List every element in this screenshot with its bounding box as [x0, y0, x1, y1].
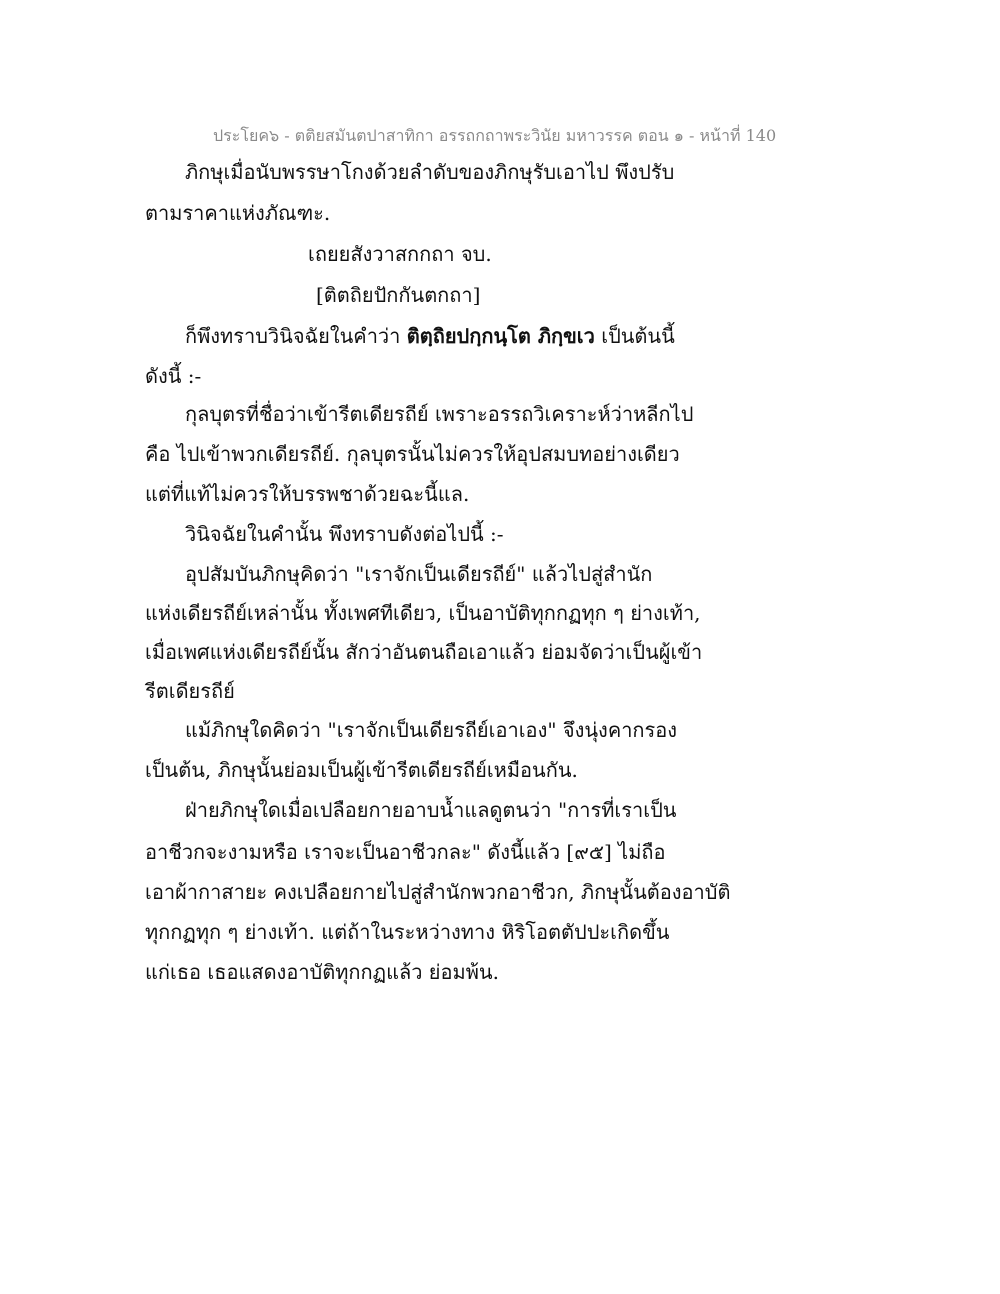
text-line: อาชีวกจะงามหรือ เราจะเป็นอาชีวกละ" ดังนี้แล้ว [๙๕] ไม่ถือ	[145, 840, 666, 864]
text-line: แต่ที่แท้ไม่ควรให้บรรพชาด้วยฉะนี้แล.	[145, 482, 470, 506]
text-line: ดังนี้ :-	[145, 364, 202, 388]
text-line: คือ ไปเข้าพวกเดียรถีย์. กุลบุตรนั้นไม่ควรให้อุปสมบทอย่างเดียว	[145, 442, 680, 466]
text-line: แม้ภิกษุใดคิดว่า "เราจักเป็นเดียรถีย์เอาเอง" จึงนุ่งคากรอง	[185, 718, 678, 742]
text-line: รีตเดียรถีย์	[145, 679, 235, 703]
pali-term: ติตฺถิยปกฺกนฺโต ภิกฺขเว	[406, 324, 595, 348]
text-line: ภิกษุเมื่อนับพรรษาโกงด้วยลำดับของภิกษุรับเอาไป พึงปรับ	[185, 160, 675, 184]
text-line: เอาผ้ากาสายะ คงเปลือยกายไปสู่สำนักพวกอาชีวก, ภิกษุนั้นต้องอาบัติ	[145, 880, 731, 904]
running-header: ประโยค๖ - ตติยสมันตปาสาทิกา อรรถกถาพระวินัย มหาวรรค ตอน ๑ - หน้าที่ 140	[213, 126, 777, 145]
text-line: วินิจฉัยในคำนั้น พึงทราบดังต่อไปนี้ :-	[185, 522, 504, 546]
section-end-title: เถยยสังวาสกกถา จบ.	[308, 242, 492, 266]
text-line: ตามราคาแห่งภัณฑะ.	[145, 201, 331, 225]
text-line	[185, 322, 675, 350]
text-fragment: ก็พึงทราบวินิจฉัยในคำว่า	[185, 324, 407, 348]
text-line: อุปสัมบันภิกษุคิดว่า "เราจักเป็นเดียรถีย์" แล้วไปสู่สำนัก	[185, 562, 653, 586]
text-line: แห่งเดียรถีย์เหล่านั้น ทั้งเพศทีเดียว, เป็นอาบัติทุกกฏทุก ๆ ย่างเท้า,	[145, 601, 701, 625]
text-line: เมื่อเพศแห่งเดียรถีย์นั้น สักว่าอันตนถือเอาแล้ว ย่อมจัดว่าเป็นผู้เข้า	[145, 640, 703, 664]
text-line: ฝ่ายภิกษุใดเมื่อเปลือยกายอาบน้ำแลดูตนว่า "การที่เราเป็น	[185, 798, 677, 822]
text-line: ทุกกฏทุก ๆ ย่างเท้า. แต่ถ้าในระหว่างทาง หิริโอตตัปปะเกิดขึ้น	[145, 920, 670, 944]
text-line: เป็นต้น, ภิกษุนั้นย่อมเป็นผู้เข้ารีตเดียรถีย์เหมือนกัน.	[145, 758, 578, 782]
text-line: แก่เธอ เธอแสดงอาบัติทุกกฏแล้ว ย่อมพ้น.	[145, 960, 499, 984]
section-title: [ติตถิยปักกันตกถา]	[316, 283, 481, 307]
text-line: กุลบุตรที่ชื่อว่าเข้ารีตเดียรถีย์ เพราะอรรถวิเคราะห์ว่าหลีกไป	[185, 402, 694, 426]
text-fragment: เป็นต้นนี้	[594, 324, 675, 348]
